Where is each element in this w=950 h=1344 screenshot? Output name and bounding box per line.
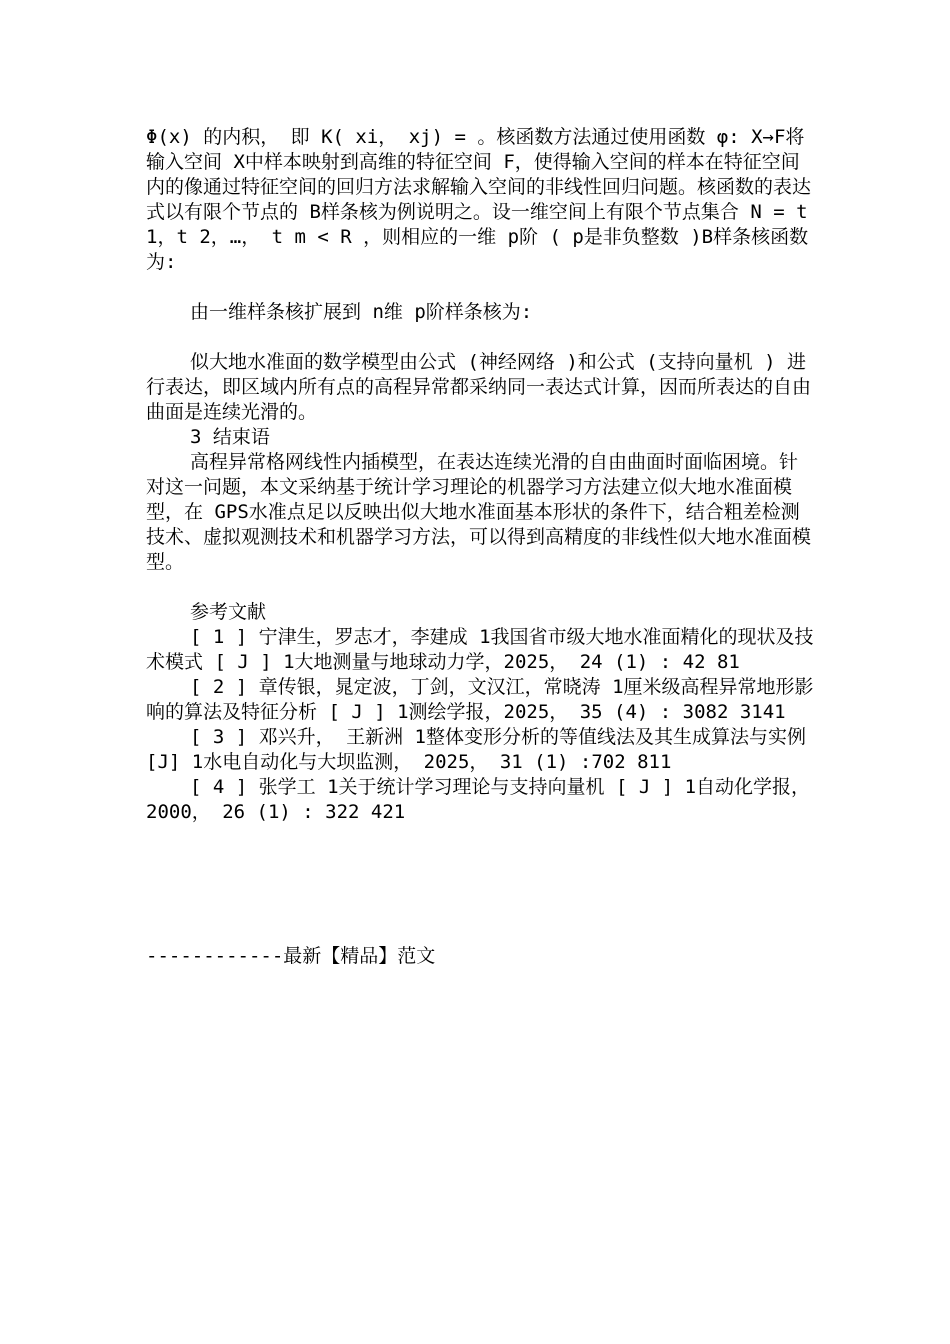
reference-item: [ 4 ] 张学工 1关于统计学习理论与支持向量机 [ J ] 1自动化学报，2000， 26 (1) : 322 421 [146,776,811,823]
reference-item: [ 3 ] 邓兴升， 王新洲 1整体变形分析的等值线法及其生成算法与实例 [J] 1水电自动化与大坝监测， 2025， 31 (1) :702 811 [146,726,818,773]
document-body [146,125,819,825]
paragraph-kernel-method: Φ(x) 的内积， 即 K( xi， xj) = 。核函数方法通过使用函数 φ: X→F将输入空间 X中样本映射到高维的特征空间 F，使得输入空间的样本在特征空间内的像通过特征空间的回归方法求解输入空间的非线性回归问题。核函数的表达式以有限个节点的 B样条核为例说明之。设一维空间上有限个节点集合 N = t 1，t 2，…， t m < R ，则相应的一维 p阶 ( p是非负整数 )B样条核函数为: [146,126,819,273]
reference-item: [ 1 ] 宁津生，罗志才，李建成 1我国省市级大地水准面精化的现状及技术模式 [ J ] 1大地测量与地球动力学，2025， 24 (1) : 42 81 [146,626,814,673]
footer-tagline: ------------最新【精品】范文 [146,945,436,967]
paragraph-quasigeoid-model: 似大地水准面的数学模型由公式 (神经网络 )和公式 (支持向量机 ) 进行表达，即区域内所有点的高程异常都采纳同一表达式计算，因而所表达的自由曲面是连续光滑的。 [146,351,812,423]
section-title-conclusion: 3 结束语 [190,426,270,448]
paragraph-conclusion: 高程异常格网线性内插模型，在表达连续光滑的自由曲面时面临困境。针对这一问题，本文采纳基于统计学习理论的机器学习方法建立似大地水准面模型，在 GPS水准点足以反映出似大地水准面基本形状的条件下，结合粗差检测技术、虚拟观测技术和机器学习方法，可以得到高精度的非线性似大地水准面模型。 [146,451,812,573]
references-heading: 参考文献 [190,601,267,623]
paragraph-n-dim-spline: 由一维样条核扩展到 n维 p阶样条核为: [190,301,533,323]
reference-item: [ 2 ] 章传银，晁定波，丁剑，文汉江，常晓涛 1厘米级高程异常地形影响的算法及特征分析 [ J ] 1测绘学报，2025， 35 (4) : 3082 3141 [146,676,814,723]
